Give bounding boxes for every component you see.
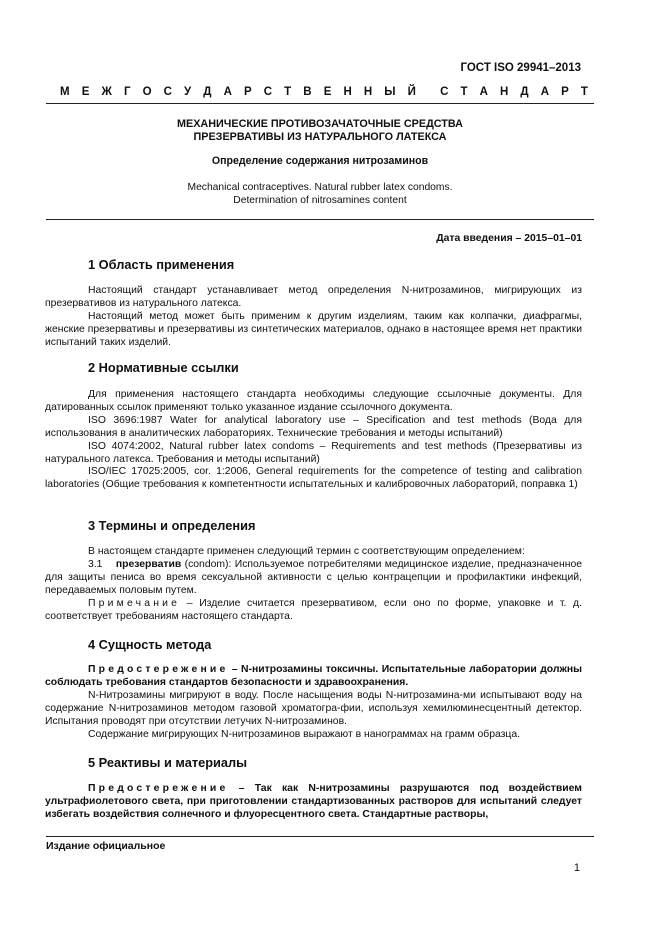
paragraph: Для применения настоящего стандарта необходимы следующие ссылочные документы. Для датированных ссылок применяют только указанное издание ссылочного документа. xyxy=(45,389,582,413)
top-rule xyxy=(46,103,594,104)
warning-label: Предостережение xyxy=(88,664,229,675)
banner-letter: А xyxy=(479,86,488,98)
term-definition xyxy=(45,559,582,598)
footer-rule xyxy=(46,836,594,837)
section-4-heading: 4 Сущность метода xyxy=(88,637,212,652)
banner-letter: Д xyxy=(520,86,529,98)
section-3-heading: 3 Термины и определения xyxy=(88,518,256,533)
reference-iso-3696: ISO 3696:1987 Water for analytical laboratory use – Specification and test methods (Вода для использования в аналитических лабораториях. Технические требования и методы испытаний) xyxy=(45,414,582,439)
reference-iso-4074: ISO 4074:2002, Natural rubber latex condoms – Requirements and test methods (Презервативы из натурального латекса. Требования и методы испытаний) xyxy=(45,440,582,465)
banner-letter: В xyxy=(303,86,312,98)
banner-letter: Р xyxy=(561,86,569,98)
paragraph: Настоящий стандарт устанавливает метод определения N-нитрозаминов, мигрирующих из презервативов из натурального латекса. xyxy=(45,285,582,309)
banner-letter: Т xyxy=(284,86,292,98)
banner-letter: С xyxy=(263,86,273,98)
banner-letter: Е xyxy=(81,86,90,98)
english-title-line-2: Determination of nitrosamines content xyxy=(233,195,407,206)
banner-letter: Р xyxy=(243,86,252,98)
paragraph: В настоящем стандарте применен следующий термин с соответствующим определением: xyxy=(88,546,525,557)
english-title-line-1: Mechanical contraceptives. Natural rubber latex condoms. xyxy=(187,182,453,193)
term-name: презерватив xyxy=(115,558,182,570)
banner-letter: Н xyxy=(500,86,509,98)
title-line-1: МЕХАНИЧЕСКИЕ ПРОТИВОЗАЧАТОЧНЫЕ СРЕДСТВА xyxy=(177,118,463,130)
banner-letter: Т xyxy=(460,86,468,98)
section-5-body xyxy=(45,783,582,822)
banner-letter: Н xyxy=(363,86,373,98)
banner-letter: С xyxy=(163,86,172,98)
reference-iso-iec-17025: ISO/IEC 17025:2005, cor. 1:2006, General requirements for the competence of testing and calibration laboratories (Общие требования к компетентности испытательных и калибровочных лабораторий, поправка 1) xyxy=(45,466,582,491)
banner-letter: Г xyxy=(123,86,131,98)
official-edition-label: Издание официальное xyxy=(46,840,166,852)
document-subtitle: Определение содержания нитрозаминов xyxy=(211,155,429,167)
section-1-heading: 1 Область применения xyxy=(88,257,235,272)
warning-text: – Так как N-нитрозамины разрушаются под воздействием ультрафиолетового света, при приготовлении стандартизованных растворов для испытаний следует избегать воздействия солнечного и флуоресцентного света. Стандартные растворы, xyxy=(45,783,582,820)
banner-letter: С xyxy=(440,86,449,98)
title-rule xyxy=(46,219,594,220)
banner-letter: У xyxy=(184,86,192,98)
term-definition-text: (condom): Используемое потребителями медицинское изделие, предназначенное для защиты пениса во время сексуальной активности с целью контрацепции и профилактики инфекций, передаваемых половым путем. xyxy=(45,558,582,596)
section-1-body xyxy=(45,285,582,350)
paragraph: N-Нитрозамины мигрируют в воду. После насыщения воды N-нитрозамина-ми испытывают воду на содержание N-нитрозаминов методом газовой хроматогра-фии, используя хемилюминесцентный детектор. Испытания проводят при отсутствии летучих N-нитрозаминов. xyxy=(45,689,582,727)
paragraph: Настоящий метод может быть применим к другим изделиям, таким как колпачки, диафрагмы, женские презервативы и презервативы из синтетических материалов, однако в настоящее время нет практики испытаний таких изделий. xyxy=(45,310,582,348)
banner-letter: Д xyxy=(203,86,212,98)
paragraph: Содержание мигрирующих N-нитрозаминов выражают в нанограммах на грамм образца. xyxy=(88,728,521,740)
english-title xyxy=(46,181,594,207)
section-2-heading: 2 Нормативные ссылки xyxy=(88,360,239,375)
banner-letter: Й xyxy=(407,86,416,98)
section-3-body xyxy=(45,546,582,623)
standard-code: ГОСТ ISO 29941–2013 xyxy=(460,62,581,74)
warning xyxy=(45,783,582,822)
title-line-2: ПРЕЗЕРВАТИВЫ ИЗ НАТУРАЛЬНОГО ЛАТЕКСА xyxy=(193,131,447,143)
note xyxy=(45,598,582,624)
note-text: – Изделие считается презервативом, если оно по форме, упаковке и т. д. соответствует требованиям настоящего стандарта. xyxy=(45,597,582,622)
section-4-body xyxy=(45,664,582,741)
banner-letter: Е xyxy=(323,86,332,98)
page-number: 1 xyxy=(573,862,580,874)
introduction-date: Дата введения – 2015–01–01 xyxy=(436,233,582,244)
banner-letter: О xyxy=(142,86,152,98)
note-label: Примечание xyxy=(88,597,181,609)
term-number: 3.1 xyxy=(88,558,103,570)
banner-letter: Ж xyxy=(101,86,112,98)
document-title xyxy=(46,118,594,144)
banner-letter: Н xyxy=(343,86,352,98)
warning-label: Предостережение xyxy=(88,783,229,794)
section-2-body xyxy=(45,389,582,492)
section-5-heading: 5 Реактивы и материалы xyxy=(88,755,248,770)
banner-letter: М xyxy=(60,86,70,98)
banner-letter: Ы xyxy=(384,86,396,98)
warning-text: – N-нитрозамины токсичны. Испытательные лаборатории должны соблюдать требования стандартов безопасности и здравоохранения. xyxy=(45,664,582,688)
banner-letter: А xyxy=(540,86,550,98)
warning xyxy=(45,664,582,690)
banner-letter: Т xyxy=(580,86,588,98)
banner-letter: А xyxy=(223,86,232,98)
interstate-standard-banner xyxy=(60,86,588,98)
